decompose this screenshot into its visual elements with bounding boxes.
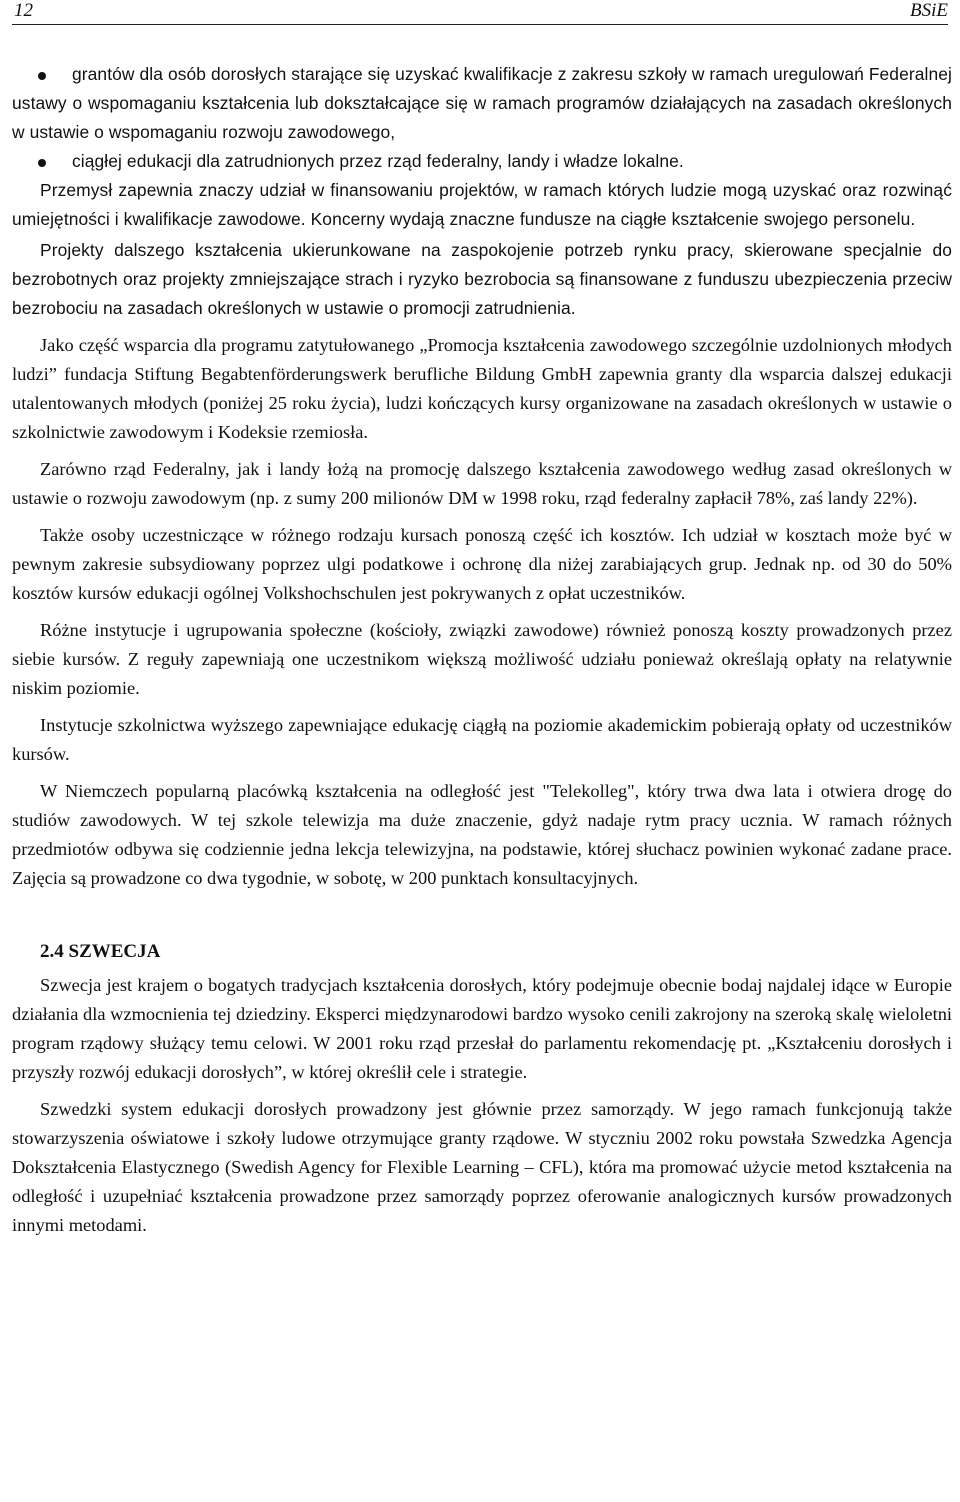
bullet-icon bbox=[38, 159, 46, 167]
section-heading: 2.4 SZWECJA bbox=[40, 941, 161, 962]
list-item bbox=[12, 60, 952, 147]
paragraph: Różne instytucje i ugrupowania społeczne (kościoły, związki zawodowe) również ponoszą koszty prowadzonych przez siebie kursów. Z reguły zapewniają one uczestnikom większą możliwość udziału ponieważ określają opłaty na relatywnie niskim poziomie. bbox=[12, 620, 952, 698]
page-header bbox=[12, 0, 948, 25]
paragraph: W Niemczech popularną placówką kształcenia na odległość jest "Telekolleg", który trwa dwa lata i otwiera drogę do studiów zawodowych. W tej szkole telewizja ma duże znaczenie, gdyż nadaje rytm pracy ucznia. W ramach różnych przedmiotów odbywa się codziennie jedna lekcja telewizyjna, na podstawie, której słuchacz powinien wykonać zadane prace. Zajęcia są prowadzone co dwa tygodnie, w sobotę, w 200 punktach konsultacyjnych. bbox=[12, 781, 952, 888]
paragraph: Jako część wsparcia dla programu zatytułowanego „Promocja kształcenia zawodowego szczególnie uzdolnionych młodych ludzi” fundacja Stiftung Begabtenförderungswerk berufliche Bildung GmbH zapewnia granty dla wsparcia dalszej edukacji utalentowanych młodych (poniżej 25 roku życia), ludzi kończących kursy organizowane na zasadach określonych w ustawie o szkolnictwie zawodowym i Kodeksie rzemiosła. bbox=[12, 335, 952, 442]
page-number: 12 bbox=[14, 0, 33, 21]
paragraph: Szwecja jest krajem o bogatych tradycjach kształcenia dorosłych, który podejmuje obecnie bodaj najdalej idące w Europie działania dla wzmocnienia tej dziedziny. Eksperci międzynarodowi bardzo wysoko cenili zakrojony na szeroką skalę wieloletni program rządowy służący temu celowi. W 2001 roku rząd przesłał do parlamentu rekomendację pt. „Kształceniu dorosłych i przyszły rozwój edukacji dorosłych”, w której określił cele i strategie. bbox=[12, 975, 952, 1082]
paragraph: Także osoby uczestniczące w różnego rodzaju kursach ponoszą część ich kosztów. Ich udział w kosztach może być w pewnym zakresie subsydiowany poprzez ulgi podatkowe i ochronę dla niżej zarabiających grup. Jednak np. od 30 do 50% kosztów kursów edukacji ogólnej Volkshochschulen jest pokrywanych z opłat uczestników. bbox=[12, 525, 952, 603]
document-body bbox=[12, 60, 952, 1248]
bullet-list bbox=[12, 60, 952, 176]
paragraph: Projekty dalszego kształcenia ukierunkowane na zaspokojenie potrzeb rynku pracy, skierowane specjalnie do bezrobotnych oraz projekty zmniejszające strach i ryzyko bezrobocia są finansowane z funduszu ubezpieczenia przeciw bezrobociu na zasadach określonych w ustawie o promocji zatrudnienia. bbox=[12, 240, 952, 318]
paragraph: Zarówno rząd Federalny, jak i landy łożą na promocję dalszego kształcenia zawodowego według zasad określonych w ustawie o rozwoju zawodowym (np. z sumy 200 milionów DM w 1998 roku, rząd federalny zapłacił 78%, zaś landy 22%). bbox=[12, 459, 952, 508]
paragraph: Przemysł zapewnia znaczy udział w finansowaniu projektów, w ramach których ludzie mogą uzyskać oraz rozwinąć umiejętności i kwalifikacje zawodowe. Koncerny wydają znaczne fundusze na ciągłe kształcenie swojego personelu. bbox=[12, 180, 952, 229]
paragraph: Szwedzki system edukacji dorosłych prowadzony jest głównie przez samorządy. W jego ramach funkcjonują także stowarzyszenia oświatowe i szkoły ludowe otrzymujące granty rządowe. W styczniu 2002 roku powstała Szwedzka Agencja Dokształcenia Elastycznego (Swedish Agency for Flexible Learning – CFL), która ma promować użycie metod kształcenia na odległość i uzupełniać kształcenia prowadzone przez samorządy poprzez oferowanie analogicznych kursów prowadzonych innymi metodami. bbox=[12, 1099, 952, 1235]
list-item bbox=[12, 147, 952, 176]
list-item-text: ciągłej edukacji dla zatrudnionych przez rząd federalny, landy i władze lokalne. bbox=[72, 151, 684, 171]
running-head: BSiE bbox=[910, 0, 948, 21]
paragraph: Instytucje szkolnictwa wyższego zapewniające edukację ciągłą na poziomie akademickim pobierają opłaty od uczestników kursów. bbox=[12, 715, 952, 764]
bullet-icon bbox=[38, 72, 46, 80]
list-item-text: grantów dla osób dorosłych starające się uzyskać kwalifikacje z zakresu szkoły w ramach uregulowań Federalnej ustawy o wspomaganiu kształcenia lub dokształcające się w ramach programów działających na zasadach określonych w ustawie o wspomaganiu rozwoju zawodowego, bbox=[12, 64, 952, 142]
